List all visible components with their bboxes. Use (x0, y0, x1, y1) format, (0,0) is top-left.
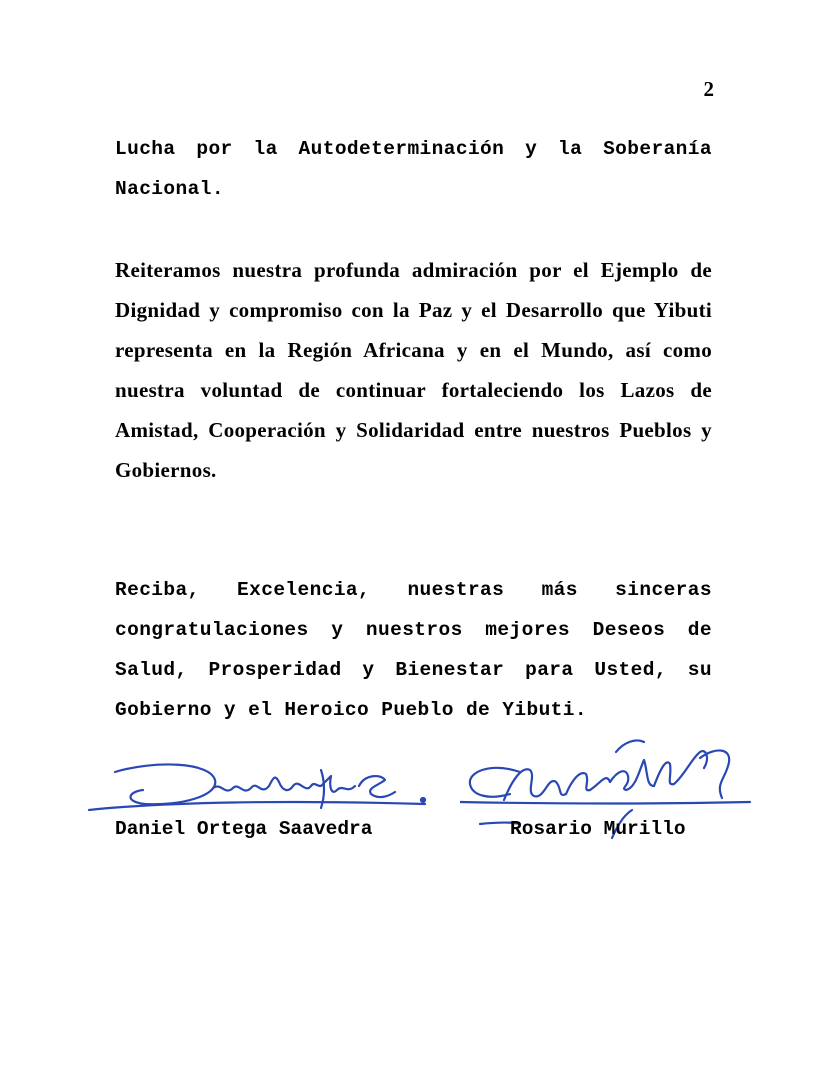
paragraph-closing-line: Lucha por la Autodeterminación y la Soberanía Nacional. (115, 138, 712, 200)
signatory-name-daniel-ortega: Daniel Ortega Saavedra (115, 818, 373, 840)
page-number: 2 (703, 77, 714, 101)
signatory-name-rosario-murillo: Rosario Murillo (510, 818, 686, 840)
paragraph-congratulations: Reciba, Excelencia, nuestras más sinceras congratulaciones y nuestros mejores Deseos de Salud, Prosperidad y Bienestar para Usted, su Gobierno y el Heroico Pueblo de Yibuti. (115, 579, 712, 721)
paragraph-admiration: Reiteramos nuestra profunda admiración por el Ejemplo de Dignidad y compromiso con la Paz y el Desarrollo que Yibuti representa en la Región Africana y en el Mundo, así como nuestra voluntad de continuar fortaleciendo los Lazos de Amistad, Cooperación y Solidaridad entre nuestros Pueblos y Gobiernos. (115, 258, 712, 482)
